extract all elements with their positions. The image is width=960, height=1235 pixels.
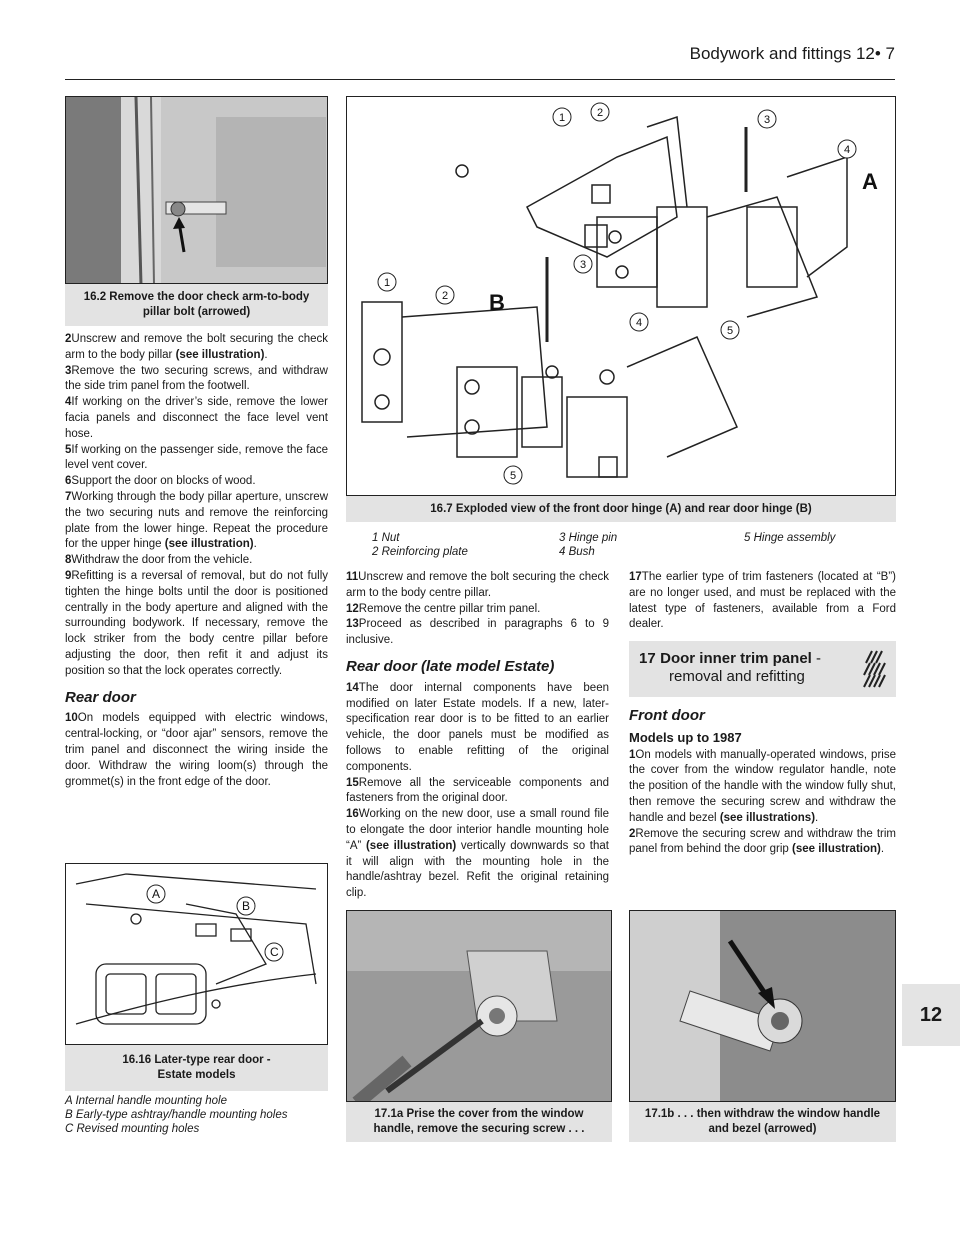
section-subtitle: removal and refitting	[669, 668, 805, 685]
para-end: .	[880, 843, 885, 856]
callout-a-4: 4	[844, 144, 851, 156]
para-ref: (see illustration)	[365, 839, 457, 852]
paragraph-9	[65, 569, 328, 680]
caption-17-1b-line1: 17.1b . . . then withdraw the window handle	[644, 1108, 881, 1120]
figure-16-7	[346, 96, 896, 496]
caption-17-1a-line2: handle, remove the securing screw . . .	[373, 1123, 585, 1135]
callout-b-1: 1	[384, 277, 391, 289]
caption-16-2	[65, 284, 328, 326]
caption-16-16-line2: Estate models	[157, 1069, 236, 1081]
para-num: 2	[65, 333, 72, 345]
para-text: Remove the securing screw and withdraw the trim panel from behind the door grip	[629, 827, 896, 856]
legend-16-7-item-5: 5 Hinge assembly	[744, 532, 836, 544]
heading-front-door: Front door	[629, 707, 705, 724]
paragraph-17	[629, 570, 896, 633]
callout-16-16-c: C	[270, 945, 279, 959]
para-text: The door internal components have been modified on later Estate models. If a new, later-specification rear door is to be fitted to an earlier vehicle, the door panels must be modified as follows to enable refitting of the original components.	[346, 681, 609, 773]
paragraph-14	[346, 681, 609, 776]
section-dash: -	[811, 650, 821, 667]
caption-16-16-line1: 16.16 Later-type rear door -	[122, 1054, 271, 1066]
paragraph-15	[346, 776, 609, 808]
caption-16-2-line2: pillar bolt (arrowed)	[142, 306, 251, 318]
callout-b-5: 5	[510, 470, 517, 482]
heading-models-up-to-1987: Models up to 1987	[629, 729, 742, 745]
section-number: 17	[639, 650, 656, 667]
para-ref: (see illustration)	[792, 843, 881, 856]
para-ref: (see illustration)	[164, 538, 254, 551]
paragraph-2	[65, 332, 328, 364]
difficulty-rating-icon	[862, 647, 886, 691]
column-3-lower	[629, 704, 896, 858]
para-num: 8	[65, 554, 72, 567]
chapter-tab: 12	[902, 984, 960, 1046]
para-ref: (see illustration)	[175, 348, 265, 361]
legend-16-7-col1	[372, 531, 542, 559]
photo-17-1a	[346, 910, 612, 1102]
para-text: Proceed as described in paragraphs 6 to 9 inclusive.	[346, 618, 609, 647]
para-num: 14	[346, 681, 359, 694]
para-num: 7	[65, 490, 72, 503]
section-heading-text	[639, 650, 859, 685]
paragraph-3	[65, 364, 328, 396]
paragraph-s17-2	[629, 827, 896, 859]
para-text: The earlier type of trim fasteners (located at “B”) are no longer used, and must be replaced with the latest type of fasteners, available from a Ford dealer.	[629, 571, 896, 631]
para-num: 10	[65, 712, 78, 725]
photo-16-2	[65, 96, 328, 284]
paragraph-12	[346, 602, 609, 618]
para-text: Support the door on blocks of wood.	[71, 475, 256, 488]
para-text: Remove the centre pillar trim panel.	[358, 602, 541, 615]
caption-16-7-text: 16.7 Exploded view of the front door hinge (A) and rear door hinge (B)	[430, 502, 812, 515]
caption-16-16	[65, 1045, 328, 1091]
window-handle-screwdriver-photo	[347, 911, 612, 1102]
paragraph-s17-1	[629, 748, 896, 827]
paragraph-7	[65, 490, 328, 553]
para-text: Working on the new door, use a small round file to elongate the door interior handle mounting hole “A”	[346, 808, 609, 852]
door-check-arm-photo	[66, 97, 328, 284]
paragraph-10	[65, 711, 328, 790]
legend-16-16-item-a: A Internal handle mounting hole	[65, 1095, 227, 1107]
para-text: Withdraw the door from the vehicle.	[71, 554, 253, 567]
photo-17-1b	[629, 910, 896, 1102]
caption-16-7	[346, 496, 896, 522]
caption-17-1a	[346, 1102, 612, 1142]
para-text: On models equipped with electric windows, central-locking, or “door ajar” sensors, remove the trim panel and disconnect the wiring inside the door. Withdraw the wiring loom(s) through the grommet(s) in the front edge of the door.	[65, 712, 328, 788]
hinge-exploded-diagram	[347, 97, 895, 495]
label-b: B	[489, 290, 505, 315]
caption-17-1b	[629, 1102, 896, 1142]
section-title: Door inner trim panel	[660, 650, 812, 667]
para-num: 15	[346, 776, 359, 789]
column-2	[346, 570, 609, 902]
para-text: If working on the passenger side, remove the face level vent cover.	[65, 443, 328, 472]
para-text: Refitting is a reversal of removal, but do not fully tighten the hinge bolts until the door is positioned centrally in the body aperture and aligned with the surrounding bodywork. If necessary, remove the lock striker from the body centre pillar before adjusting the door, then refit it and adjust its position so that the lock operates correctly.	[65, 569, 328, 677]
page-header-title: Bodywork and fittings 12• 7	[689, 44, 895, 63]
paragraph-5	[65, 443, 328, 475]
legend-16-7-col2	[559, 531, 709, 559]
callout-b-4: 4	[636, 317, 643, 329]
column-3	[629, 570, 896, 633]
callout-b-2: 2	[442, 290, 449, 302]
para-end: .	[264, 348, 268, 361]
callout-a-5: 5	[727, 325, 734, 337]
callout-b-3: 3	[580, 259, 587, 271]
caption-17-1b-line2: and bezel (arrowed)	[708, 1123, 817, 1135]
para-num: 9	[65, 569, 72, 582]
para-ref: (see illustrations)	[719, 811, 816, 824]
legend-16-7-item-2: 2 Reinforcing plate	[372, 546, 468, 558]
callout-16-16-a: A	[152, 887, 161, 901]
legend-16-16-item-b: B Early-type ashtray/handle mounting holes	[65, 1109, 288, 1121]
para-num: 5	[65, 443, 72, 456]
callout-a-3: 3	[764, 114, 771, 126]
para-text: Remove all the serviceable components and fasteners from the original door.	[346, 776, 609, 805]
legend-16-16-item-c: C Revised mounting holes	[65, 1123, 200, 1135]
para-num: 2	[629, 827, 636, 840]
para-end: vertically downwards so that it will align with the mounting hole in the handle/ashtray bezel. Refit the original retaining clip.	[346, 839, 609, 900]
para-num: 4	[65, 396, 72, 409]
paragraph-8	[65, 553, 328, 569]
para-text: If working on the driver’s side, remove the lower facia panels and disconnect the face level vent hose.	[65, 396, 328, 440]
column-1	[65, 332, 328, 790]
para-num: 1	[629, 748, 636, 761]
para-text: Remove the two securing screws, and withdraw the side trim panel from the footwell.	[65, 364, 328, 393]
window-handle-bezel-photo	[630, 911, 896, 1102]
paragraph-4	[65, 395, 328, 442]
caption-17-1a-line1: 17.1a Prise the cover from the window	[374, 1108, 584, 1120]
legend-16-7-col3	[744, 531, 894, 545]
callout-a-2: 2	[597, 107, 604, 119]
para-num: 11	[346, 571, 359, 583]
para-end: .	[815, 811, 819, 824]
header-rule	[65, 79, 895, 80]
para-num: 13	[346, 618, 359, 631]
caption-16-2-line1: 16.2 Remove the door check arm-to-body	[83, 291, 310, 303]
para-num: 16	[346, 808, 359, 821]
heading-rear-door: Rear door	[65, 688, 136, 706]
para-text: On models with manually-operated windows, prise the cover from the window regulator handle, note the position of the handle with the window fully shut, then remove the securing screw and withdraw the handle and bezel	[629, 748, 896, 824]
para-end: .	[253, 538, 257, 551]
para-num: 12	[346, 602, 359, 615]
para-text: Unscrew and remove the bolt securing the check arm to the body centre pillar.	[346, 571, 609, 599]
figure-16-16	[65, 863, 328, 1045]
para-num: 17	[629, 571, 642, 583]
label-a: A	[862, 169, 878, 194]
para-num: 6	[65, 475, 72, 488]
legend-16-7-item-1: 1 Nut	[372, 532, 400, 544]
para-text: Working through the body pillar aperture, unscrew the two securing nuts and remove the reinforcing plate from the lower hinge. Repeat the procedure for the upper hinge	[65, 490, 328, 551]
paragraph-13	[346, 617, 609, 649]
legend-16-7-item-3: 3 Hinge pin	[559, 532, 618, 544]
legend-16-7-item-4: 4 Bush	[559, 546, 595, 558]
paragraph-11	[346, 570, 609, 602]
callout-16-16-b: B	[242, 899, 251, 913]
para-num: 3	[65, 364, 72, 377]
heading-rear-door-estate: Rear door (late model Estate)	[346, 657, 555, 675]
estate-rear-door-diagram	[66, 864, 327, 1044]
para-text: Unscrew and remove the bolt securing the check arm to the body pillar	[65, 333, 328, 361]
paragraph-16	[346, 807, 609, 902]
legend-16-16	[65, 1094, 335, 1136]
paragraph-6	[65, 474, 328, 490]
callout-a-1: 1	[559, 112, 566, 124]
section-17-heading	[629, 641, 896, 697]
